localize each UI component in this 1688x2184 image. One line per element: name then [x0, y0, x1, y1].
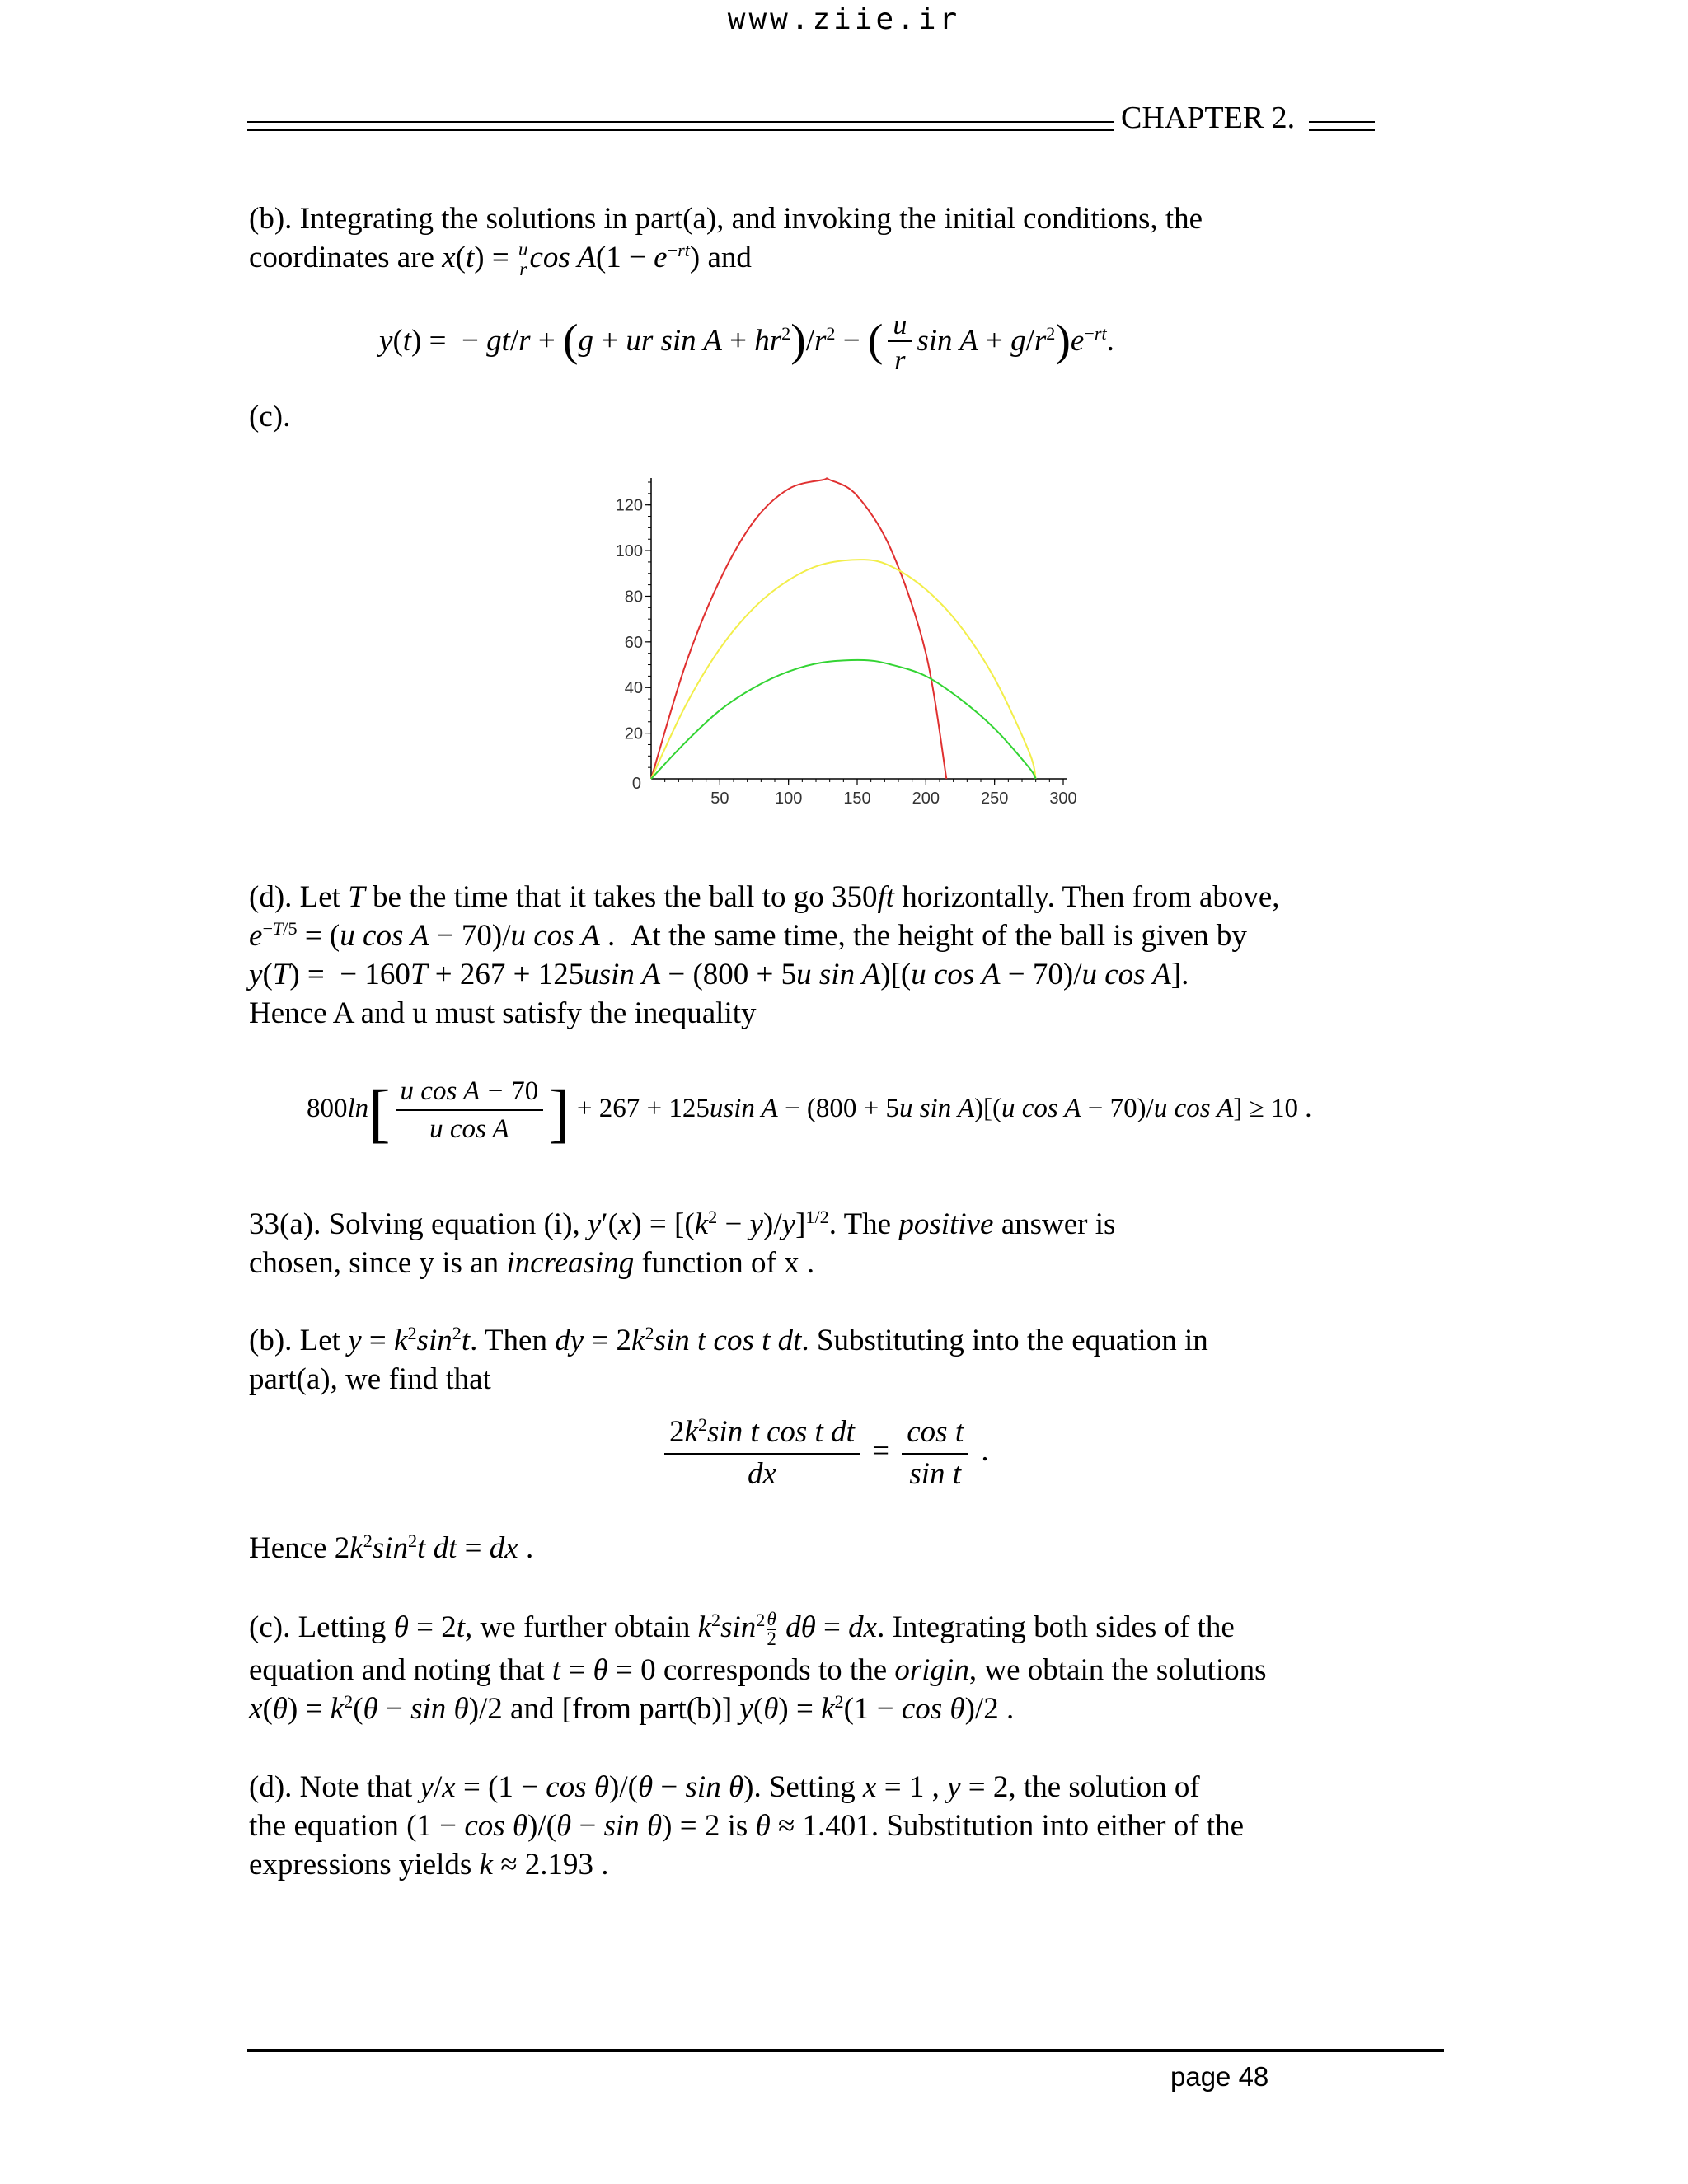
- text-span: chosen, since y is an: [249, 1246, 507, 1280]
- text-span: coordinates are: [249, 241, 443, 274]
- series-line-3: [651, 660, 1036, 779]
- watermark: www.ziie.ir: [727, 2, 961, 36]
- inequality: 800ln[ $\frac{\text{u cos A − 70}}{\text{u cos A}}$ ] + 267 + 125usin A − (800 + 5u sin A)[(u cos A − 70)/u cos A] ≥ 10 .: [307, 1076, 1312, 1150]
- origin-label: 0: [631, 775, 641, 793]
- y-tick-label: 20: [624, 724, 643, 743]
- text-span: be the time that it takes the ball to go 350: [364, 880, 878, 914]
- text-span: (d). Note that: [249, 1770, 420, 1804]
- part-c-label: (c).: [249, 400, 291, 434]
- text-span: positive: [898, 1207, 994, 1241]
- text-span: (c). Letting: [249, 1610, 394, 1644]
- q33d-line3: expressions yields k ≈ 2.193 .: [249, 1848, 609, 1882]
- header-rule-right-bottom: [1309, 129, 1375, 131]
- text-span: Hence: [249, 1531, 335, 1565]
- text-span: , we further obtain: [465, 1610, 698, 1644]
- text-span: equation and noting that: [249, 1653, 552, 1687]
- q33d-line1: (d). Note that y/x = (1 − cos θ)/(θ − sin θ). Setting x = 1 , y = 2, the solution of: [249, 1770, 1200, 1804]
- part-d-line2: $e^{-T/5} = (u$ cos A − 70)/u cos A . At the same time, the height of the ball is given by: [249, 917, 1247, 953]
- text-span: origin: [894, 1653, 969, 1687]
- text-span: 33(a). Solving equation (i),: [249, 1207, 588, 1241]
- footer-rule: [247, 2049, 1444, 2052]
- x-tick-label: 50: [710, 790, 729, 808]
- y-tick-label: 60: [624, 633, 643, 652]
- header-rule-bottom: [247, 129, 1114, 131]
- text-span: ft: [877, 880, 895, 914]
- x-tick-label: 250: [980, 790, 1009, 808]
- y-tick-label: 100: [615, 542, 643, 561]
- q33b-fraction-equation: $\frac{2k^2\sin t \cos t dt}{dx}$ = $\frac{\text{cos t}}{\text{sin t}}$ .: [659, 1416, 989, 1491]
- x-tick-label: 200: [912, 790, 940, 808]
- q33b-hence: Hence $2k^2\sin^2t$ dt = dx .: [249, 1530, 534, 1565]
- text-span: , we obtain the solutions: [968, 1653, 1267, 1687]
- text-span: . Setting: [753, 1770, 864, 1804]
- text-span: corresponds to the: [655, 1653, 895, 1687]
- x-tick-label: 150: [843, 790, 871, 808]
- q33c-line3: $x(\theta) = k^2(\theta - \sin \theta)/2$ and [from part(b)] $y(\theta) = k^2(1 - \cos \theta)/2$ .: [249, 1690, 1015, 1726]
- text-span: expressions yields: [249, 1848, 480, 1882]
- part-d-line1: (d). Let T be the time that it takes the ball to go 350ft horizontally. Then from above,: [249, 880, 1280, 914]
- header-rule-top: [247, 121, 1114, 123]
- text-span: . Then: [470, 1324, 556, 1357]
- text-span: and [from part(b)]: [502, 1692, 740, 1726]
- part-b-line2: coordinates are x(t) = $\frac{u}{r}$ $\cos A(1 - e^{-rt})$ and: [249, 239, 752, 280]
- y-tick-label: 80: [624, 588, 643, 607]
- text-span: the equation: [249, 1809, 407, 1843]
- series-line-1: [651, 478, 946, 779]
- text-span: . The: [828, 1207, 899, 1241]
- q33d-line2: the equation (1 − cos θ)/(θ − sin θ) = 2 is θ ≈ 1.401. Substitution into either of the: [249, 1809, 1244, 1843]
- text-span: . Substitution into either of the: [870, 1809, 1244, 1843]
- text-span: (b). Let: [249, 1324, 349, 1357]
- text-span: horizontally. Then from above,: [894, 880, 1280, 914]
- chapter-title: CHAPTER 2.: [1121, 101, 1296, 135]
- part-b-line1: (b). Integrating the solutions in part(a), and invoking the initial conditions, the: [249, 202, 1203, 236]
- text-span: is: [720, 1809, 756, 1843]
- x-tick-label: 100: [774, 790, 803, 808]
- text-span: At the same time, the height of the ball is given by: [630, 919, 1247, 953]
- series-line-2: [651, 560, 1036, 779]
- text-span: function of x .: [634, 1246, 815, 1280]
- page-number: page 48: [1170, 2061, 1269, 2092]
- x-tick-label: 300: [1049, 790, 1077, 808]
- q33c-line2: equation and noting that t = θ = 0 corresponds to the origin, we obtain the solutions: [249, 1653, 1267, 1687]
- q33c-line1: (c). Letting θ = 2t, we further obtain $k^2\sin^2$ $\frac{\theta}{2}$ dθ = dx. Integrating both sides of the: [249, 1609, 1235, 1650]
- q33a-line1: 33(a). Solving equation (i), $y'(x) = [(k^2 - y)/y]^{1/2}$. The positive answer is: [249, 1206, 1116, 1241]
- text-span: increasing: [506, 1246, 635, 1280]
- y-tick-label: 120: [615, 496, 643, 515]
- text-span: (d). Let: [249, 880, 349, 914]
- trajectory-chart: [593, 470, 1088, 816]
- text-span: and: [700, 241, 752, 274]
- text-span: . Substituting into the equation in: [801, 1324, 1208, 1357]
- part-d-line3: y(T) = − 160T + 267 + 125usin A − (800 + 5u sin A)[(u cos A − 70)/u cos A].: [249, 958, 1189, 991]
- part-d-line4: Hence A and u must satisfy the inequality: [249, 996, 757, 1030]
- y-tick-label: 40: [624, 679, 643, 698]
- text-span: , the solution of: [1008, 1770, 1200, 1804]
- q33a-line2: [249, 1244, 814, 1282]
- q33b-line1: (b). Let $y = k^2\sin^2t$. Then dy = $2k^2\sin$ t cos t dt. Substituting into the equation in: [249, 1322, 1208, 1357]
- q33b-line2: part(a), we find that: [249, 1362, 491, 1396]
- header-rule-right-top: [1309, 121, 1375, 123]
- text-span: . Integrating both sides of the: [877, 1610, 1235, 1644]
- text-span: answer is: [993, 1207, 1116, 1241]
- equation-y-of-t: y(t) = − gt/r + (g + ur $\sin A + hr^2)/r^2$ − ( $\frac{u}{r}$ $\sin A + g/r^2)e^{-rt}$.: [379, 310, 1114, 377]
